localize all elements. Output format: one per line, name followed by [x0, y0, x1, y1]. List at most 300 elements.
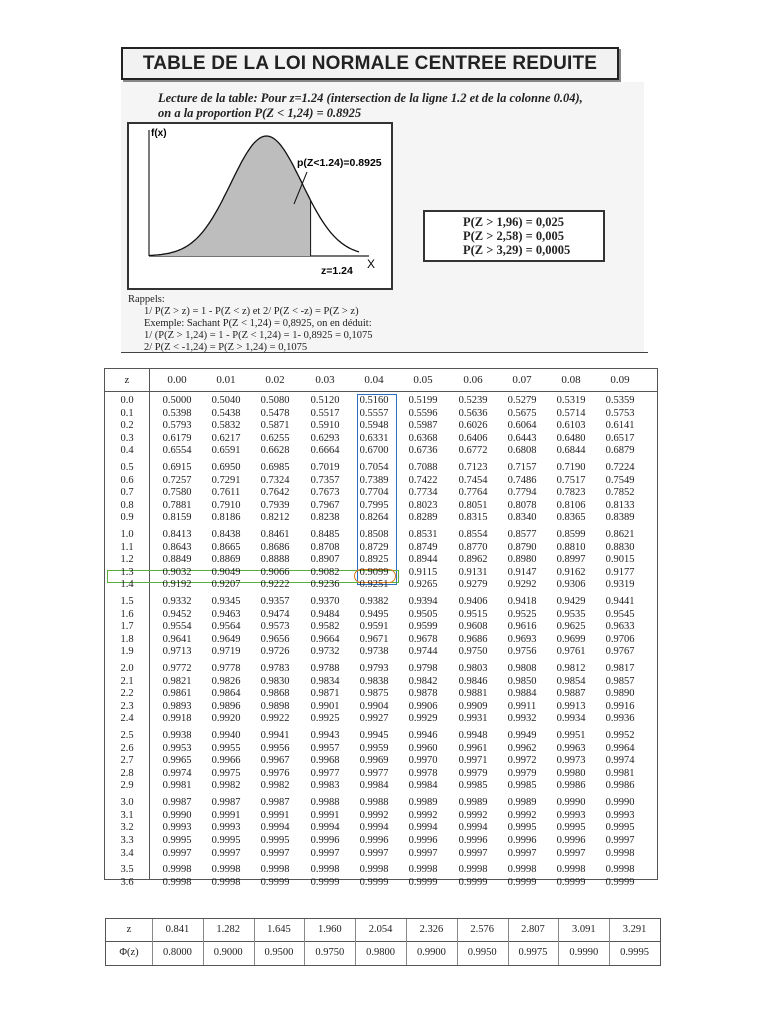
table-cell: 0.5120	[310, 395, 340, 406]
table-cell: 0.9931	[458, 713, 488, 725]
probability-annotation: p(Z<1.24)=0.8925	[297, 157, 382, 169]
table-cell: 0.9992	[507, 809, 537, 821]
axis-end-label: X	[367, 257, 376, 271]
table-cell: 0.9279	[458, 579, 488, 591]
table-cell: 0.9943	[310, 730, 340, 742]
table-cell: 0.9890	[605, 688, 635, 700]
table-cell: 0.9916	[605, 700, 635, 712]
table-cell: 0.7910	[211, 499, 241, 511]
table-cell: 0.7642	[260, 487, 290, 499]
table-cell: 0.9983	[310, 780, 340, 792]
table-cell: 0.9738	[359, 646, 389, 658]
table-cell: 0.8599	[556, 529, 586, 541]
table-cell: 0.9750	[458, 646, 488, 658]
table-cell: 0.9394	[408, 596, 438, 608]
table-cell: 0.8315	[458, 512, 488, 524]
table-cell: 0.9997	[162, 847, 192, 859]
table-cell: 0.6103	[556, 420, 586, 432]
table-cell: 0.5675	[507, 407, 537, 419]
table-cell: 0.8729	[359, 541, 389, 553]
table-cell: 0.8389	[605, 512, 635, 524]
table-cell: 0.8643	[162, 541, 192, 553]
table-cell: 0.9826	[211, 675, 241, 687]
table-cell: 0.9979	[507, 767, 537, 779]
table-cell: 0.9429	[556, 596, 586, 608]
table-cell: 0.6915	[162, 462, 192, 474]
table-cell: 0.9922	[260, 713, 290, 725]
table-cell: 0.7486	[507, 474, 537, 486]
row-z-label: 2.3	[120, 700, 134, 712]
table-cell: 0.5160	[359, 395, 389, 406]
table-cell: 0.9864	[211, 688, 241, 700]
table-cell: 0.9997	[211, 847, 241, 859]
table-cell: 0.5557	[359, 407, 389, 419]
probability-line: P(Z > 3,29) = 0,0005	[463, 243, 571, 257]
table-cell: 0.5000	[162, 395, 192, 406]
table-cell: 0.9940	[211, 730, 241, 742]
quantile-phi-value: 0.9500	[264, 947, 294, 958]
row-z-label: 3.2	[120, 822, 134, 834]
table-cell: 0.9803	[458, 663, 488, 675]
table-cell: 0.9162	[556, 566, 586, 578]
column-header: 0.06	[463, 374, 483, 386]
row-z-label: 2.4	[120, 713, 134, 725]
normal-curve-graph	[127, 122, 393, 290]
table-cell: 0.9898	[260, 700, 290, 712]
table-cell: 0.9977	[359, 767, 389, 779]
quantile-phi-value: 0.9900	[416, 947, 446, 958]
table-cell: 0.9991	[211, 809, 241, 821]
table-cell: 0.9996	[507, 834, 537, 846]
table-cell: 0.9998	[458, 864, 488, 876]
table-cell: 0.9406	[458, 596, 488, 608]
table-cell: 0.9850	[507, 675, 537, 687]
table-cell: 0.7823	[556, 487, 586, 499]
table-cell: 0.7157	[507, 462, 537, 474]
table-cell: 0.9974	[162, 767, 192, 779]
row-z-label: 2.0	[120, 663, 134, 675]
table-cell: 0.9998	[310, 864, 340, 876]
quantile-phi-value: 0.9975	[518, 947, 548, 958]
table-cell: 0.7257	[162, 474, 192, 486]
table-cell: 0.9999	[507, 876, 537, 888]
table-cell: 0.9998	[556, 864, 586, 876]
table-cell: 0.9616	[507, 621, 537, 633]
table-cell: 0.7549	[605, 474, 635, 486]
table-cell: 0.9995	[605, 822, 635, 834]
table-cell: 0.9987	[211, 797, 241, 809]
table-cell: 0.9761	[556, 646, 586, 658]
row-z-label: 0.8	[120, 499, 134, 511]
row-z-label: 0.6	[120, 474, 134, 486]
table-cell: 0.6255	[260, 432, 290, 444]
table-cell: 0.9970	[408, 755, 438, 767]
table-cell: 0.7422	[408, 474, 438, 486]
table-cell: 0.9996	[408, 834, 438, 846]
table-cell: 0.9980	[556, 767, 586, 779]
table-cell: 0.9788	[310, 663, 340, 675]
table-cell: 0.9964	[605, 742, 635, 754]
row-z-label: 1.6	[120, 608, 134, 620]
table-cell: 0.9525	[507, 608, 537, 620]
row-z-label: 3.0	[120, 797, 134, 809]
table-cell: 0.9251	[359, 579, 389, 591]
table-cell: 0.6950	[211, 462, 241, 474]
table-cell: 0.9812	[556, 663, 586, 675]
table-cell: 0.9997	[605, 834, 635, 846]
table-cell: 0.8749	[408, 541, 438, 553]
table-cell: 0.8577	[507, 529, 537, 541]
table-cell: 0.9463	[211, 608, 241, 620]
table-cell: 0.9998	[162, 876, 192, 888]
table-cell: 0.5517	[310, 407, 340, 419]
table-cell: 0.9082	[310, 566, 340, 578]
table-cell: 0.9995	[162, 834, 192, 846]
table-cell: 0.9997	[507, 847, 537, 859]
table-cell: 0.9992	[359, 809, 389, 821]
table-cell: 0.9979	[458, 767, 488, 779]
column-header: 0.00	[167, 374, 187, 386]
table-cell: 0.9997	[458, 847, 488, 859]
table-cell: 0.9868	[260, 688, 290, 700]
table-cell: 0.9608	[458, 621, 488, 633]
table-cell: 0.9960	[408, 742, 438, 754]
table-cell: 0.9554	[162, 621, 192, 633]
table-cell: 0.9986	[605, 780, 635, 792]
table-cell: 0.9998	[408, 864, 438, 876]
table-corner-label: z	[124, 374, 130, 386]
normal-curve-svg	[129, 124, 391, 288]
table-cell: 0.9999	[458, 876, 488, 888]
table-cell: 0.9990	[556, 797, 586, 809]
table-cell: 0.9999	[359, 876, 389, 888]
table-cell: 0.9932	[507, 713, 537, 725]
table-cell: 0.9976	[260, 767, 290, 779]
table-cell: 0.9744	[408, 646, 438, 658]
table-cell: 0.9099	[359, 566, 389, 578]
table-cell: 0.9664	[310, 633, 340, 645]
table-cell: 0.9015	[605, 554, 635, 566]
reminder-line: 1/ (P(Z > 1,24) = 1 - P(Z < 1,24) = 1- 0,8925 = 0,1075	[144, 330, 373, 341]
table-cell: 0.9783	[260, 663, 290, 675]
table-cell: 0.6844	[556, 445, 586, 457]
quantile-z-value: 3.291	[622, 924, 647, 935]
table-cell: 0.9357	[260, 596, 290, 608]
table-cell: 0.9966	[211, 755, 241, 767]
table-cell: 0.9968	[310, 755, 340, 767]
table-cell: 0.7611	[211, 487, 241, 499]
table-cell: 0.7190	[556, 462, 586, 474]
table-cell: 0.9904	[359, 700, 389, 712]
table-cell: 0.9994	[408, 822, 438, 834]
table-cell: 0.8770	[458, 541, 488, 553]
table-cell: 0.6179	[162, 432, 192, 444]
row-z-label: 1.8	[120, 633, 134, 645]
table-cell: 0.6443	[507, 432, 537, 444]
table-cell: 0.8888	[260, 554, 290, 566]
row-z-label: 2.5	[120, 730, 134, 742]
table-cell: 0.9975	[211, 767, 241, 779]
table-cell: 0.8264	[359, 512, 389, 524]
table-cell: 0.9999	[556, 876, 586, 888]
row-z-label: 0.5	[120, 462, 134, 474]
table-cell: 0.9997	[556, 847, 586, 859]
table-cell: 0.9941	[260, 730, 290, 742]
table-cell: 0.8159	[162, 512, 192, 524]
table-cell: 0.9998	[507, 864, 537, 876]
table-cell: 0.8051	[458, 499, 488, 511]
quantile-z-value: 1.282	[216, 924, 240, 935]
table-cell: 0.9306	[556, 579, 586, 591]
table-cell: 0.9948	[458, 730, 488, 742]
table-cell: 0.9599	[408, 621, 438, 633]
table-cell: 0.5636	[458, 407, 488, 419]
table-cell: 0.7054	[359, 462, 389, 474]
reminders	[128, 294, 628, 354]
row-z-label: 1.4	[120, 579, 134, 591]
quantile-phi-value: 0.9800	[366, 947, 396, 958]
table-cell: 0.9693	[507, 633, 537, 645]
table-cell: 0.7324	[260, 474, 290, 486]
table-cell: 0.9965	[162, 755, 192, 767]
table-cell: 0.8413	[162, 529, 192, 541]
table-cell: 0.6368	[408, 432, 438, 444]
lecture-line-2: on a la proportion P(Z < 1,24) = 0.8925	[158, 106, 362, 120]
table-cell: 0.9920	[211, 713, 241, 725]
table-cell: 0.7389	[359, 474, 389, 486]
table-cell: 0.9854	[556, 675, 586, 687]
table-cell: 0.9236	[310, 579, 340, 591]
table-cell: 0.8790	[507, 541, 537, 553]
table-cell: 0.9955	[211, 742, 241, 754]
table-cell: 0.9981	[162, 780, 192, 792]
table-cell: 0.6141	[605, 420, 635, 432]
quantile-phi-value: 0.9995	[620, 947, 650, 958]
table-cell: 0.5987	[408, 420, 438, 432]
quantile-z-value: 2.807	[521, 924, 545, 935]
table-cell: 0.7580	[162, 487, 192, 499]
table-cell: 0.9515	[458, 608, 488, 620]
table-cell: 0.5948	[359, 420, 389, 432]
table-cell: 0.9535	[556, 608, 586, 620]
table-cell: 0.9982	[211, 780, 241, 792]
table-cell: 0.9177	[605, 566, 635, 578]
table-cell: 0.9998	[211, 876, 241, 888]
table-cell: 0.6293	[310, 432, 340, 444]
table-cell: 0.6985	[260, 462, 290, 474]
table-cell: 0.5279	[507, 395, 537, 406]
table-cell: 0.8438	[211, 529, 241, 541]
table-cell: 0.5832	[211, 420, 241, 432]
table-cell: 0.8508	[359, 529, 389, 541]
table-cell: 0.7291	[211, 474, 241, 486]
table-cell: 0.9949	[507, 730, 537, 742]
row-z-label: 3.5	[120, 864, 134, 876]
table-cell: 0.9911	[507, 700, 537, 712]
table-cell: 0.9993	[211, 822, 241, 834]
table-cell: 0.9991	[260, 809, 290, 821]
table-cell: 0.7088	[408, 462, 438, 474]
table-cell: 0.7764	[458, 487, 488, 499]
row-z-label: 0.7	[120, 487, 134, 499]
table-cell: 0.9934	[556, 713, 586, 725]
table-cell: 0.9332	[162, 596, 192, 608]
row-z-label: 0.9	[120, 512, 134, 524]
table-cell: 0.9633	[605, 621, 635, 633]
quantile-phi-value: 0.9000	[213, 947, 243, 958]
quantile-z-value: 1.645	[267, 924, 291, 935]
table-cell: 0.9625	[556, 621, 586, 633]
table-cell: 0.7019	[310, 462, 340, 474]
table-cell: 0.8997	[556, 554, 586, 566]
table-cell: 0.9772	[162, 663, 192, 675]
table-cell: 0.9985	[458, 780, 488, 792]
table-cell: 0.8962	[458, 554, 488, 566]
table-cell: 0.8461	[260, 529, 290, 541]
quantile-z-value: 2.054	[368, 924, 393, 935]
table-cell: 0.5793	[162, 420, 192, 432]
table-cell: 0.6026	[458, 420, 488, 432]
table-cell: 0.6664	[310, 445, 340, 457]
table-cell: 0.5871	[260, 420, 290, 432]
table-cell: 0.9382	[359, 596, 389, 608]
table-cell: 0.9999	[260, 876, 290, 888]
table-cell: 0.9953	[162, 742, 192, 754]
table-cell: 0.7673	[310, 487, 340, 499]
row-z-label: 2.1	[120, 675, 134, 687]
section-divider	[121, 352, 648, 353]
table-cell: 0.9207	[211, 579, 241, 591]
table-cell: 0.9265	[408, 579, 438, 591]
table-cell: 0.6480	[556, 432, 586, 444]
table-cell: 0.6217	[211, 432, 241, 444]
table-cell: 0.9925	[310, 713, 340, 725]
table-cell: 0.9878	[408, 688, 438, 700]
table-cell: 0.5398	[162, 407, 192, 419]
table-cell: 0.9131	[458, 566, 488, 578]
table-cell: 0.9989	[458, 797, 488, 809]
table-cell: 0.9767	[605, 646, 635, 658]
table-cell: 0.6554	[162, 445, 192, 457]
table-cell: 0.9678	[408, 633, 438, 645]
table-cell: 0.6064	[507, 420, 537, 432]
row-z-label: 3.1	[120, 809, 134, 821]
table-cell: 0.9997	[310, 847, 340, 859]
table-cell: 0.9962	[507, 742, 537, 754]
table-cell: 0.9441	[605, 596, 635, 608]
table-cell: 0.9641	[162, 633, 192, 645]
table-cell: 0.6517	[605, 432, 635, 444]
table-cell: 0.8365	[556, 512, 586, 524]
table-cell: 0.8849	[162, 554, 192, 566]
table-cell: 0.9994	[260, 822, 290, 834]
table-cell: 0.7939	[260, 499, 290, 511]
table-cell: 0.7224	[605, 462, 635, 474]
table-cell: 0.9192	[162, 579, 192, 591]
table-cell: 0.9929	[408, 713, 438, 725]
table-cell: 0.7881	[162, 499, 192, 511]
table-cell: 0.9959	[359, 742, 389, 754]
column-header: 0.05	[413, 374, 433, 386]
table-cell: 0.7852	[605, 487, 635, 499]
table-cell: 0.9778	[211, 663, 241, 675]
table-cell: 0.6700	[359, 445, 389, 457]
quantile-z-value: 1.960	[317, 924, 342, 935]
table-cell: 0.9319	[605, 579, 635, 591]
table-cell: 0.9999	[408, 876, 438, 888]
table-cell: 0.7704	[359, 487, 389, 499]
table-cell: 0.6628	[260, 445, 290, 457]
table-cell: 0.9871	[310, 688, 340, 700]
reading-instructions	[158, 91, 628, 121]
table-cell: 0.9881	[458, 688, 488, 700]
table-cell: 0.9952	[605, 730, 635, 742]
table-cell: 0.9938	[162, 730, 192, 742]
table-cell: 0.9706	[605, 633, 635, 645]
table-cell: 0.9686	[458, 633, 488, 645]
table-cell: 0.9992	[408, 809, 438, 821]
table-cell: 0.9991	[310, 809, 340, 821]
table-cell: 0.9998	[211, 864, 241, 876]
table-cell: 0.7734	[408, 487, 438, 499]
table-cell: 0.9671	[359, 633, 389, 645]
table-cell: 0.9713	[162, 646, 192, 658]
quantile-phi-value: 0.9950	[467, 947, 497, 958]
table-cell: 0.8907	[310, 554, 340, 566]
table-cell: 0.9896	[211, 700, 241, 712]
table-cell: 0.9699	[556, 633, 586, 645]
table-cell: 0.9988	[359, 797, 389, 809]
table-cell: 0.8810	[556, 541, 586, 553]
table-cell: 0.9978	[408, 767, 438, 779]
table-cell: 0.7357	[310, 474, 340, 486]
table-cell: 0.6736	[408, 445, 438, 457]
table-cell: 0.5910	[310, 420, 340, 432]
page-title: TABLE DE LA LOI NORMALE CENTREE REDUITE	[121, 47, 619, 80]
quantile-phi-value: 0.9990	[569, 947, 599, 958]
table-cell: 0.5199	[408, 395, 438, 406]
table-cell: 0.9992	[458, 809, 488, 821]
row-z-label: 3.3	[120, 834, 134, 846]
table-cell: 0.9984	[408, 780, 438, 792]
table-cell: 0.9370	[310, 596, 340, 608]
column-header: 0.09	[610, 374, 630, 386]
table-cell: 0.9756	[507, 646, 537, 658]
table-cell: 0.7454	[458, 474, 488, 486]
table-cell: 0.9995	[211, 834, 241, 846]
table-cell: 0.9990	[162, 809, 192, 821]
table-cell: 0.9972	[507, 755, 537, 767]
table-cell: 0.8485	[310, 529, 340, 541]
table-cell: 0.9969	[359, 755, 389, 767]
quantile-z-value: 0.841	[165, 924, 190, 935]
table-cell: 0.9418	[507, 596, 537, 608]
key-probabilities-box	[423, 210, 605, 262]
table-cell: 0.9998	[260, 864, 290, 876]
table-cell: 0.7794	[507, 487, 537, 499]
table-cell: 0.9971	[458, 755, 488, 767]
table-cell: 0.9957	[310, 742, 340, 754]
table-cell: 0.9986	[556, 780, 586, 792]
reminders-title: Rappels:	[128, 294, 165, 305]
table-cell: 0.9591	[359, 621, 389, 633]
table-cell: 0.9987	[162, 797, 192, 809]
table-cell: 0.9821	[162, 675, 192, 687]
table-cell: 0.9995	[556, 822, 586, 834]
table-cell: 0.5714	[556, 407, 586, 419]
reminder-line: 2/ P(Z < -1,24) = P(Z > 1,24) = 0,1075	[144, 342, 308, 353]
table-cell: 0.9946	[408, 730, 438, 742]
